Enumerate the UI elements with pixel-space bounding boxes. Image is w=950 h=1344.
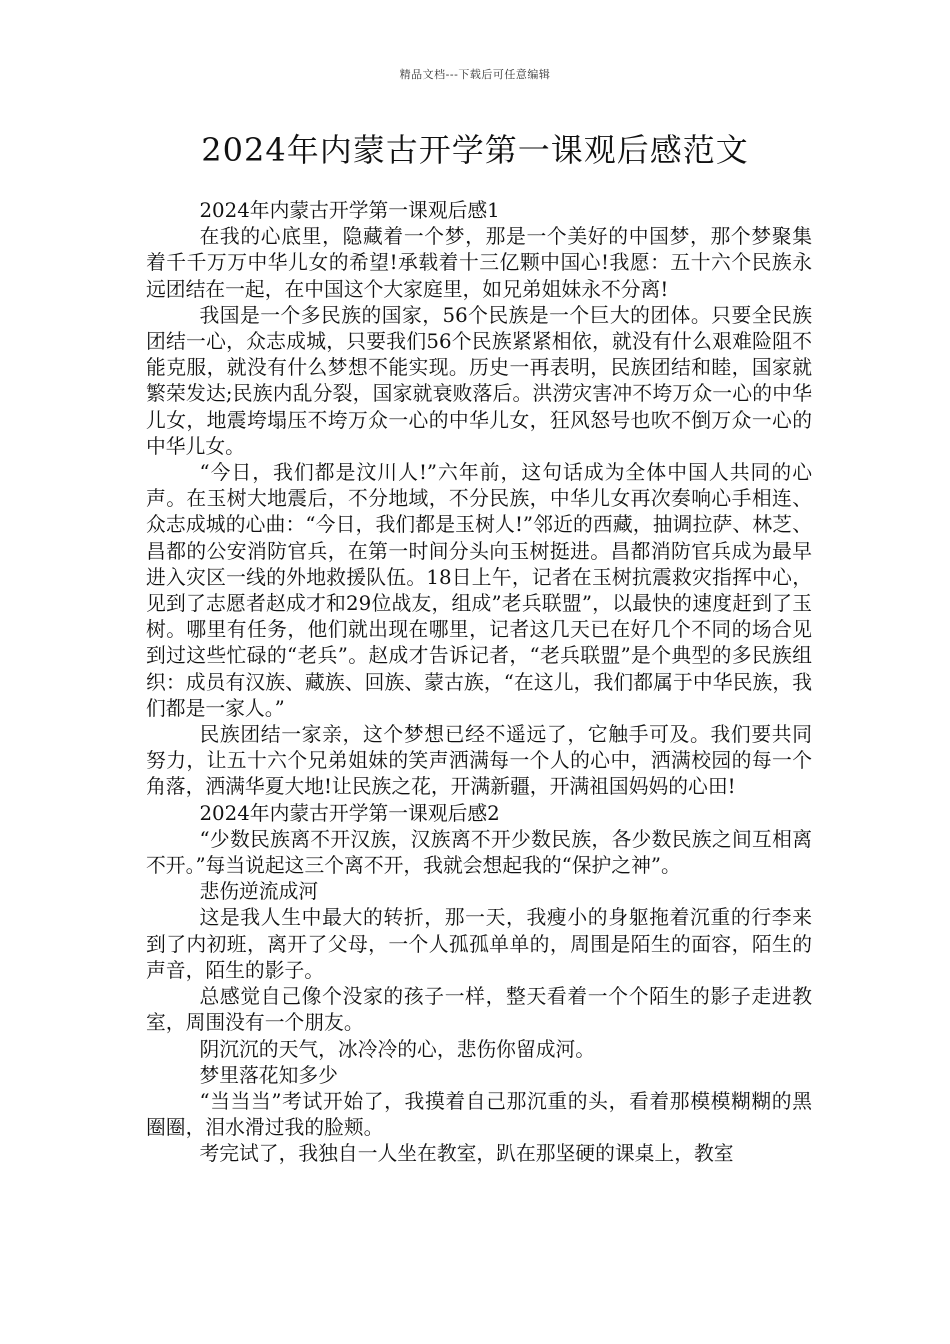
- paragraph: 总感觉自己像个没家的孩子一样，整天看着一个个陌生的影子走进教室，周围没有一个朋友。: [146, 985, 812, 1035]
- paragraph: “少数民族离不开汉族，汉族离不开少数民族，各少数民族之间互相离不开。”每当说起这三个离不开，我就会想起我的“保护之神”。: [146, 827, 812, 878]
- paragraph: “当当当”考试开始了，我摸着自己那沉重的头，看着那模模糊糊的黑圈圈，泪水滑过我的脸颊。: [146, 1089, 812, 1140]
- sub-heading: 梦里落花知多少: [199, 1063, 338, 1087]
- paragraph: 在我的心底里，隐藏着一个梦，那是一个美好的中国梦，那个梦聚集着千千万万中华儿女的希望!承载着十三亿颗中国心!我愿：五十六个民族永远团结在一起，在中国这个大家庭里，如兄弟姐妹永不分离!: [146, 225, 812, 301]
- paragraph: 我国是一个多民族的国家，56个民族是一个巨大的团体。只要全民族团结一心，众志成城，只要我们56个民族紧紧相依，就没有什么艰难险阻不能克服，就没有什么梦想不能实现。历史一再表明，民族团结和睦，国家就繁荣发达;民族内乱分裂，国家就衰败落后。洪涝灾害冲不垮万众一心的中华儿女，地震垮塌压不垮万众一心的中华儿女，狂风怒号也吹不倒万众一心的中华儿女。: [146, 303, 812, 458]
- document-title: 2024年内蒙古开学第一课观后感范文: [201, 131, 749, 169]
- header-note: 精品文档---下载后可任意编辑: [399, 68, 551, 81]
- section-heading: 2024年内蒙古开学第一课观后感2: [199, 801, 500, 825]
- document-body: [146, 198, 812, 1168]
- paragraph: 阴沉沉的天气，冰冷冷的心，悲伤你留成河。: [199, 1037, 596, 1061]
- paragraph: “今日，我们都是汶川人!”六年前，这句话成为全体中国人共同的心声。在玉树大地震后，不分地域，不分民族，中华儿女再次奏响心手相连、众志成城的心曲：“今日，我们都是玉树人!”邻近的西藏，抽调拉萨、林芝、昌都的公安消防官兵，在第一时间分头向玉树挺进。昌都消防官兵成为最早进入灾区一线的外地救援队伍。18日上午，记者在玉树抗震救灾指挥中心，见到了志愿者赵成才和29位战友，组成”老兵联盟”，以最快的速度赶到了玉树。哪里有任务，他们就出现在哪里，记者这几天已在好几个不同的场合见到过这些忙碌的“老兵”。赵成才告诉记者，“老兵联盟”是个典型的多民族组织：成员有汉族、藏族、回族、蒙古族，“在这儿，我们都属于中华民族，我们都是一家人。”: [146, 461, 812, 720]
- paragraph: 这是我人生中最大的转折，那一天，我瘦小的身躯拖着沉重的行李来到了内初班，离开了父母，一个人孤孤单单的，周围是陌生的面容，陌生的声音，陌生的影子。: [146, 906, 812, 982]
- paragraph: 考完试了，我独自一人坐在教室，趴在那坚硬的课桌上，教室: [199, 1142, 734, 1166]
- section-heading: 2024年内蒙古开学第一课观后感1: [199, 199, 500, 222]
- sub-heading: 悲伤逆流成河: [199, 880, 319, 904]
- paragraph: 民族团结一家亲，这个梦想已经不遥远了，它触手可及。我们要共同努力，让五十六个兄弟姐妹的笑声洒满每一个人的心中，洒满校园的每一个角落，洒满华夏大地!让民族之花，开满新疆，开满祖国妈妈的心田!: [146, 723, 812, 799]
